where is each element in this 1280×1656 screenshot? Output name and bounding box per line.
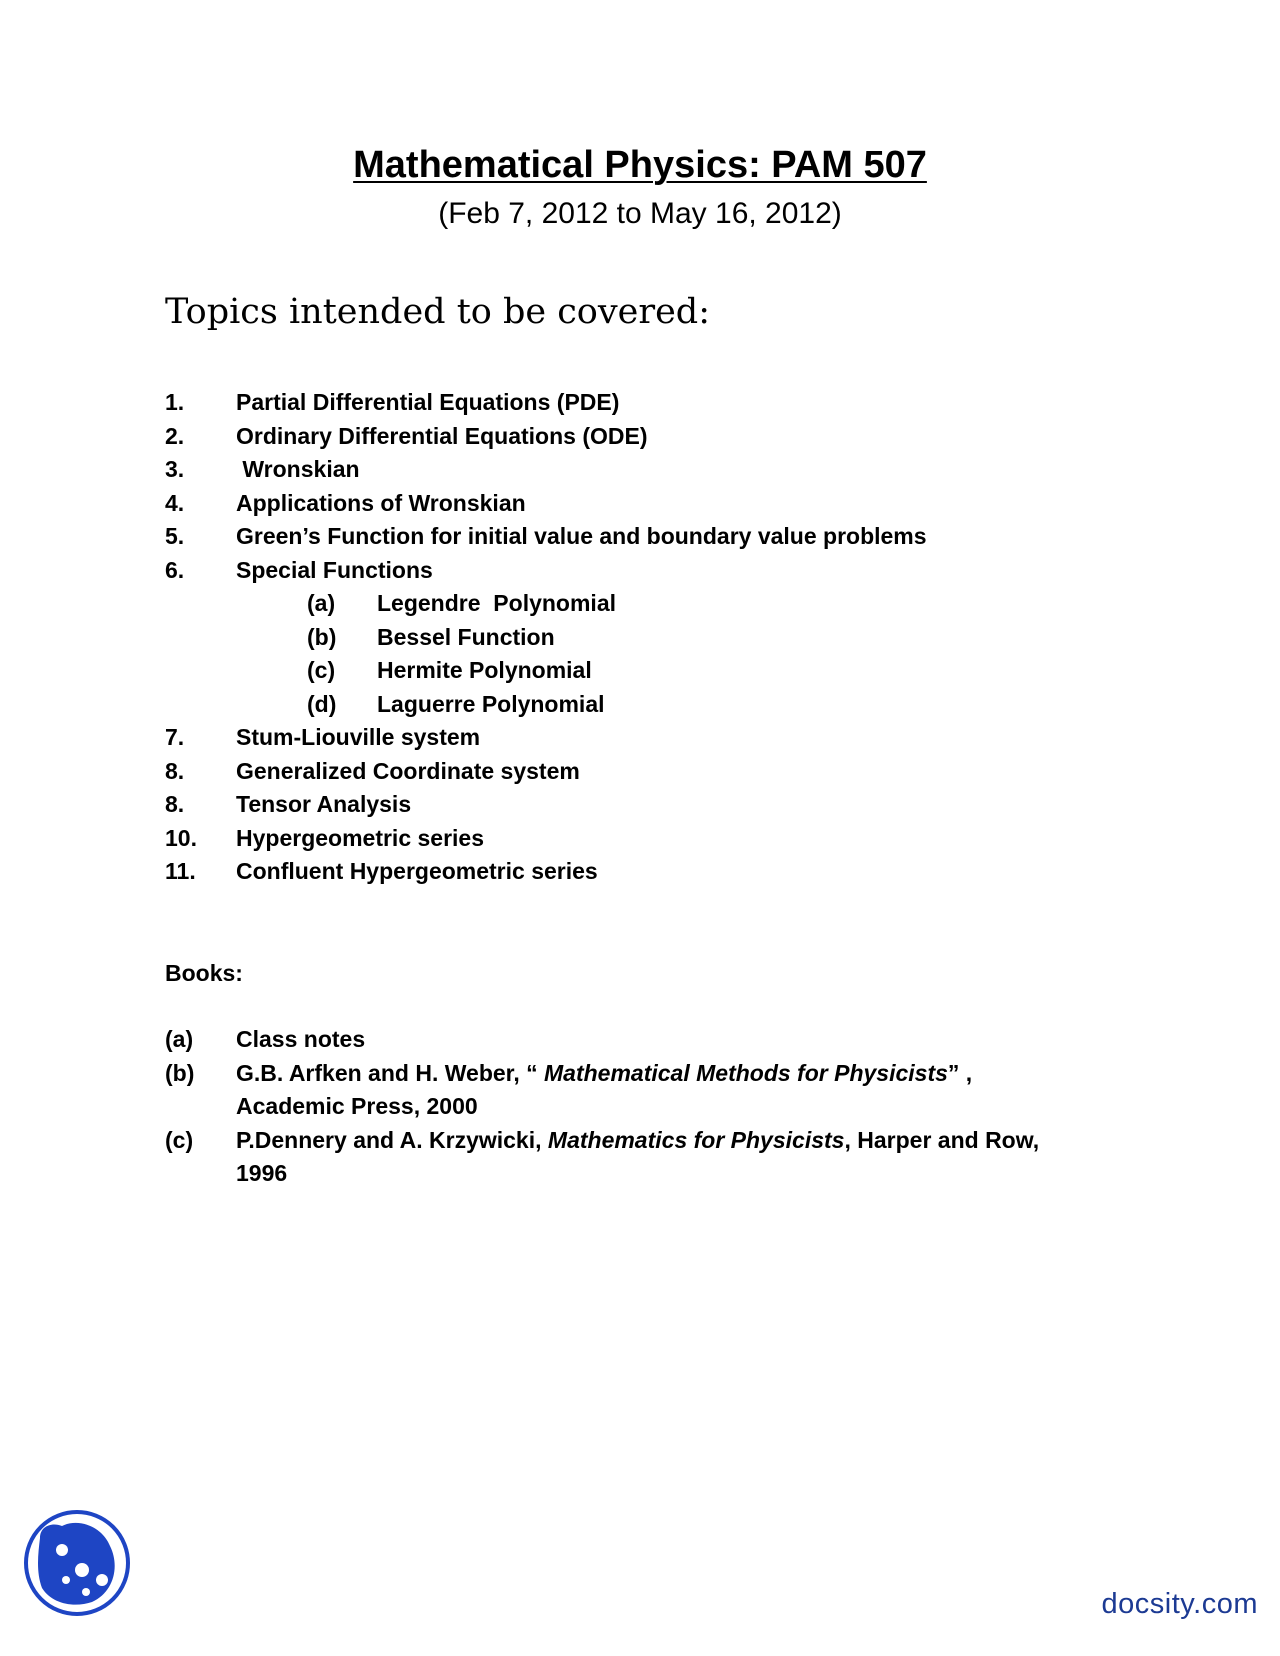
document-page: Mathematical Physics: PAM 507 (Feb 7, 2012 to May 16, 2012) Topics intended to be covered: 1. Partial Differential Equations (PDE) 2. Ordinary Differential Equations (ODE) 3. Wronskian 4. Applications of Wronskian 5. Green’s Function for initial value and boundary value problems 6. Special Functions (a) Legendre Polynomial (b) Bessel Function (c) Hermite Polynomial (d) Laguerre Polynomial 7. Stum-Liouville system 8. Generalized Coordinate system 8. Tensor Analysis 10. Hypergeometric series 11. Confluent Hypergeometric series Books: (a) Class notes (b) G.B. Arfken and H. Weber, “ Mathematical Methods for Physicists” , Academic Press, 2000 (c) P.Dennery and A. Krzywicki, Mathematics for Physicists, Harper and Row, 1996 docsity.com xyxy=(0,0,1280,1656)
docsity-logo-icon[interactable] xyxy=(22,1508,132,1618)
topics-heading: Topics intended to be covered: xyxy=(165,292,710,332)
books-heading: Books: xyxy=(165,960,243,986)
book-list xyxy=(165,1023,1085,1191)
book-item: (b) G.B. Arfken and H. Weber, “ Mathematical Methods for Physicists” , Academic Press, 2000 xyxy=(165,1059,978,1119)
book-item: (a) Class notes xyxy=(165,1026,366,1052)
book-title: Mathematical Methods for Physicists xyxy=(544,1059,948,1086)
docsity-brand-link[interactable]: docsity.com xyxy=(1101,1588,1258,1620)
course-dates: (Feb 7, 2012 to May 16, 2012) xyxy=(438,197,842,230)
book-title: Mathematics for Physicists xyxy=(547,1126,845,1153)
page-title: Mathematical Physics: PAM 507 xyxy=(353,144,927,186)
book-item: (c) P.Dennery and A. Krzywicki, Mathematics for Physicists, Harper and Row, 1996 xyxy=(165,1126,1040,1186)
